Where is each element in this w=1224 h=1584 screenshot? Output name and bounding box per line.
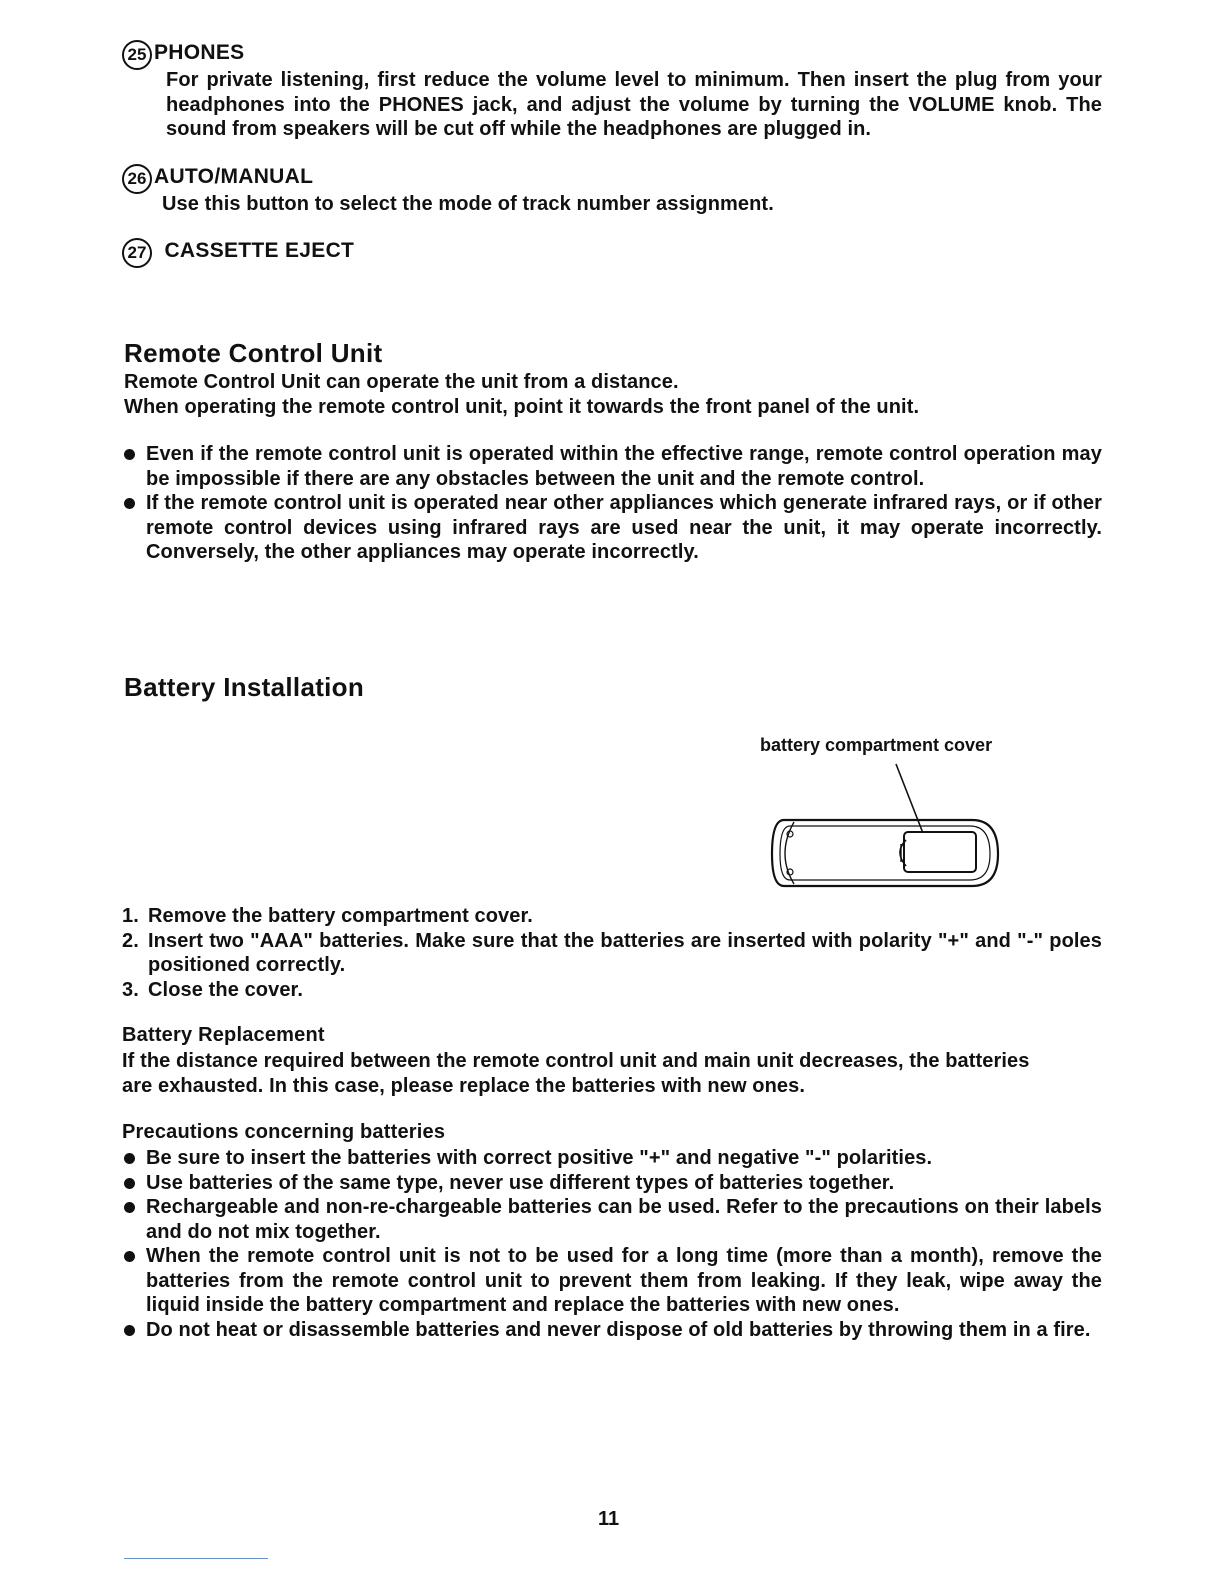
bullet-dot: [124, 1202, 135, 1213]
remote-intro-line-1: Remote Control Unit can operate the unit from a distance.: [124, 371, 679, 393]
bullet-dot: [124, 449, 135, 460]
precaution-text: Use batteries of the same type, never use different types of batteries together.: [146, 1171, 895, 1194]
item-auto-manual-text: Use this button to select the mode of track number assignment.: [162, 193, 774, 215]
precaution-item: [122, 1318, 1102, 1343]
bottom-rule: [124, 1558, 268, 1559]
item-cassette-eject-title: CASSETTE EJECT: [164, 239, 355, 263]
remote-bullet-text: Even if the remote control unit is operated within the effective range, remote control operation may be impossible if there are any obstacles between the unit and the remote control.: [146, 443, 1102, 490]
bullet-dot: [124, 1251, 135, 1262]
precaution-item: [122, 1146, 1102, 1171]
bullet-dot: [124, 1178, 135, 1189]
item-number-badge: 25: [122, 40, 152, 70]
remote-heading: Remote Control Unit: [124, 338, 383, 368]
battery-replacement-text: If the distance required between the remote control unit and main unit decreases, the batteries are exhausted. In this case, please replace the batteries with new ones.: [122, 1050, 1030, 1097]
bullet-dot: [124, 1153, 135, 1164]
remote-control-illustration: [760, 758, 1010, 890]
item-phones: [122, 40, 1102, 142]
battery-steps: [122, 904, 1102, 1002]
battery-step: [122, 929, 1102, 978]
precaution-item: [122, 1195, 1102, 1244]
precaution-text: When the remote control unit is not to be used for a long time (more than a month), remove the batteries from the remote control unit to prevent them from leaking. If they leak, wipe away the liquid inside the battery compartment and replace the batteries with new ones.: [146, 1245, 1102, 1316]
item-phones-text: For private listening, first reduce the volume level to minimum. Then insert the plug from your headphones into the PHONES jack, and adjust the volume by turning the VOLUME knob. The sound from speakers will be cut off while the headphones are plugged in.: [166, 69, 1102, 140]
precautions-title: Precautions concerning batteries: [122, 1121, 446, 1143]
remote-bullet-text: If the remote control unit is operated near other appliances which generate infrared rays, or if other remote control devices using infrared rays are used near the unit, it may operate incorrectly. Conversely, the other appliances may operate incorrectly.: [146, 492, 1102, 563]
figure-label: battery compartment cover: [760, 735, 993, 755]
step-number: 1.: [122, 905, 139, 927]
battery-replacement-title: Battery Replacement: [122, 1024, 325, 1046]
item-phones-title: PHONES: [154, 41, 245, 65]
step-text: Insert two "AAA" batteries. Make sure that the batteries are inserted with polarity "+" and "-" poles positioned correctly.: [148, 929, 1102, 976]
step-text: Remove the battery compartment cover.: [148, 905, 533, 927]
battery-step: [122, 904, 1102, 929]
remote-bullet: [122, 442, 1102, 491]
item-auto-manual-title: AUTO/MANUAL: [154, 165, 314, 189]
precaution-text: Be sure to insert the batteries with correct positive "+" and negative "-" polarities.: [146, 1147, 933, 1169]
battery-step: [122, 978, 1102, 1003]
bullet-dot: [124, 498, 135, 509]
item-auto-manual-title-row: [122, 164, 1102, 194]
precaution-text: Do not heat or disassemble batteries and never dispose of old batteries by throwing them in a fire.: [146, 1318, 1091, 1341]
step-number: 3.: [122, 978, 139, 1001]
remote-bullet: [122, 491, 1102, 565]
remote-bullet-list: [122, 442, 1102, 565]
item-auto-manual: [122, 164, 1102, 217]
precaution-item: [122, 1171, 1102, 1196]
item-cassette-eject: [122, 238, 1102, 268]
battery-heading: Battery Installation: [124, 672, 365, 702]
bullet-dot: [124, 1325, 135, 1336]
precaution-text: Rechargeable and non-re-chargeable batteries can be used. Refer to the precautions on their labels and do not mix together.: [146, 1196, 1102, 1243]
item-number-badge: 26: [122, 164, 152, 194]
item-number-badge: 27: [122, 238, 152, 268]
page-number: 11: [598, 1508, 620, 1530]
precaution-item: [122, 1244, 1102, 1318]
remote-intro-line-2: When operating the remote control unit, point it towards the front panel of the unit.: [124, 396, 920, 418]
step-text: Close the cover.: [148, 978, 303, 1001]
precautions-list: [122, 1146, 1102, 1342]
item-phones-title-row: [122, 40, 1102, 70]
battery-compartment-cover: [904, 832, 976, 872]
step-number: 2.: [122, 929, 139, 952]
